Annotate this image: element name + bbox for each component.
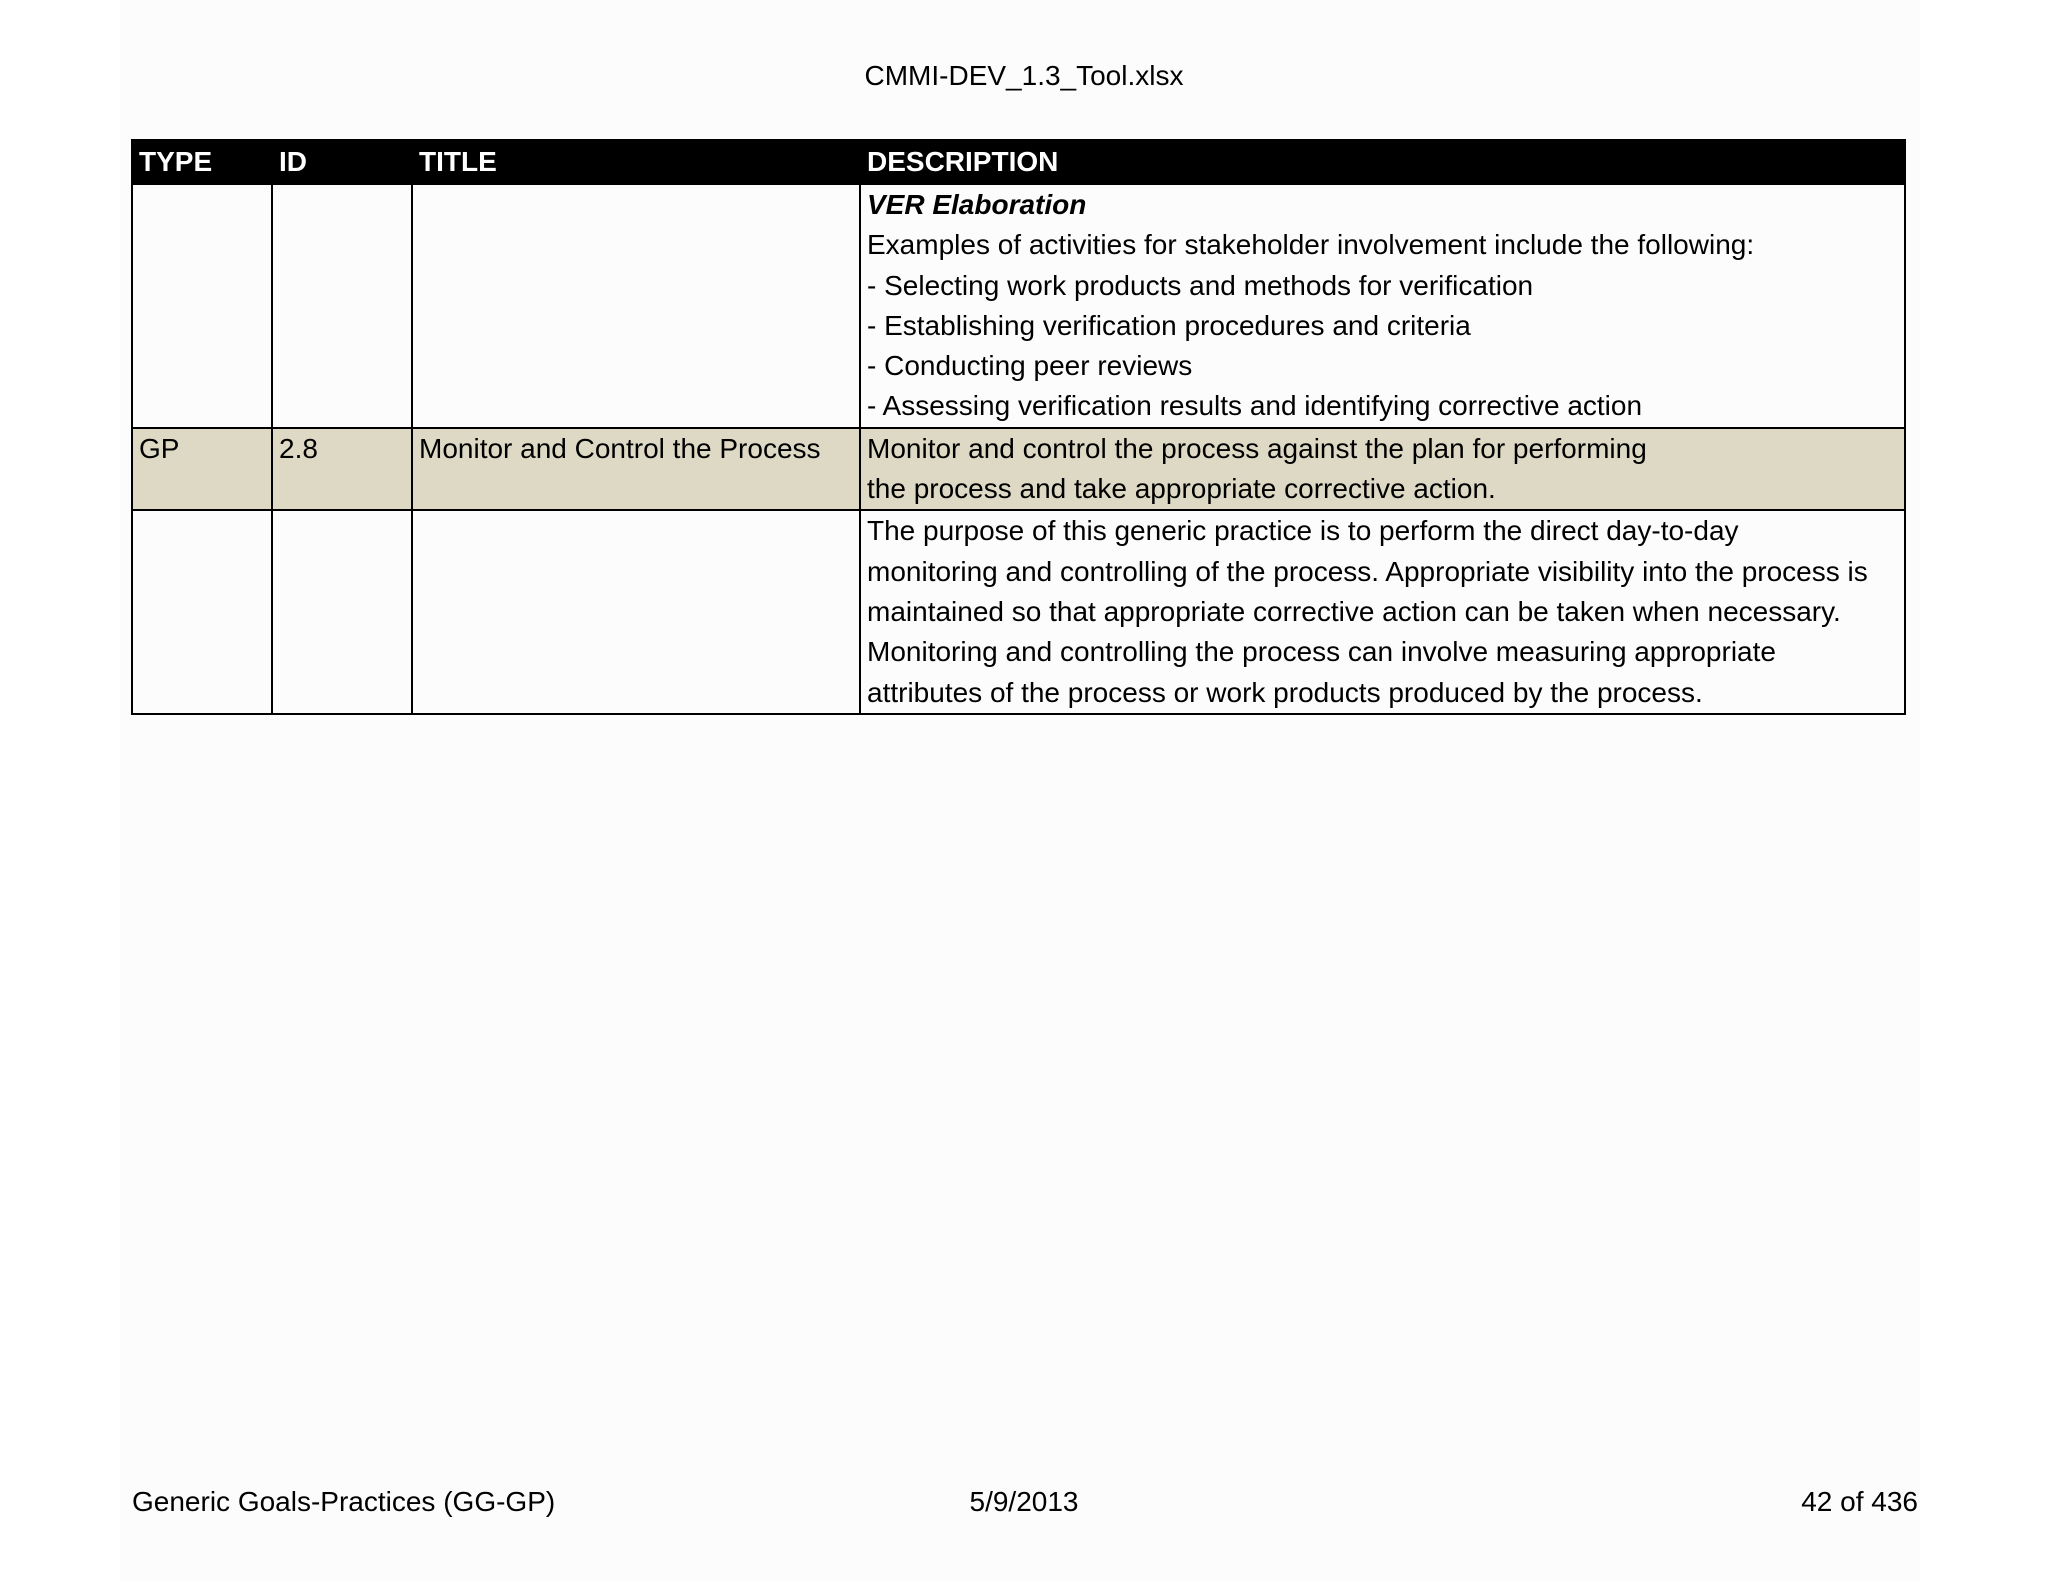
- description-cell: [860, 510, 1905, 713]
- description-line: - Conducting peer reviews: [867, 350, 1193, 382]
- footer-page-number: 42 of 436: [1801, 1486, 1918, 1517]
- description-line: Examples of activities for stakeholder involvement include the following:: [867, 229, 1755, 261]
- footer-date: 5/9/2013: [969, 1486, 1079, 1517]
- description-cell: [860, 428, 1905, 511]
- table-row: [132, 510, 1905, 713]
- column-header-description: DESCRIPTION: [860, 140, 1905, 184]
- id-cell: 2.8: [272, 428, 412, 511]
- table-header-row: [132, 140, 1905, 184]
- description-line: maintained so that appropriate corrective action can be taken when necessary.: [867, 595, 1841, 627]
- type-cell: [132, 510, 272, 713]
- description-line: Monitoring and controlling the process can involve measuring appropriate: [867, 636, 1776, 668]
- id-cell: [272, 184, 412, 428]
- type-cell: [132, 184, 272, 428]
- description-line: attributes of the process or work products produced by the process.: [867, 676, 1703, 708]
- description-line: - Selecting work products and methods for verification: [867, 269, 1534, 301]
- table-row: [132, 184, 1905, 428]
- description-heading: VER Elaboration: [867, 189, 1087, 220]
- description-cell: [860, 184, 1905, 428]
- description-line: Monitor and control the process against the plan for performing: [867, 432, 1647, 464]
- column-header-title: TITLE: [412, 140, 860, 184]
- description-line: - Establishing verification procedures and criteria: [867, 309, 1471, 341]
- description-line: monitoring and controlling of the process. Appropriate visibility into the process is: [867, 555, 1868, 587]
- column-header-id: ID: [272, 140, 412, 184]
- title-cell: [412, 184, 860, 428]
- id-cell: [272, 510, 412, 713]
- table-row-practice: [132, 428, 1905, 511]
- document-title: CMMI-DEV_1.3_Tool.xlsx: [864, 60, 1184, 91]
- description-line: the process and take appropriate corrective action.: [867, 473, 1496, 505]
- footer-sheet-name: Generic Goals-Practices (GG-GP): [132, 1486, 556, 1517]
- title-cell: [412, 510, 860, 713]
- practices-table: [131, 139, 1906, 715]
- column-header-type: TYPE: [132, 140, 272, 184]
- title-cell: Monitor and Control the Process: [412, 428, 860, 511]
- type-cell: GP: [132, 428, 272, 511]
- description-line: - Assessing verification results and identifying corrective action: [867, 390, 1643, 422]
- description-line: The purpose of this generic practice is to perform the direct day-to-day: [867, 515, 1739, 547]
